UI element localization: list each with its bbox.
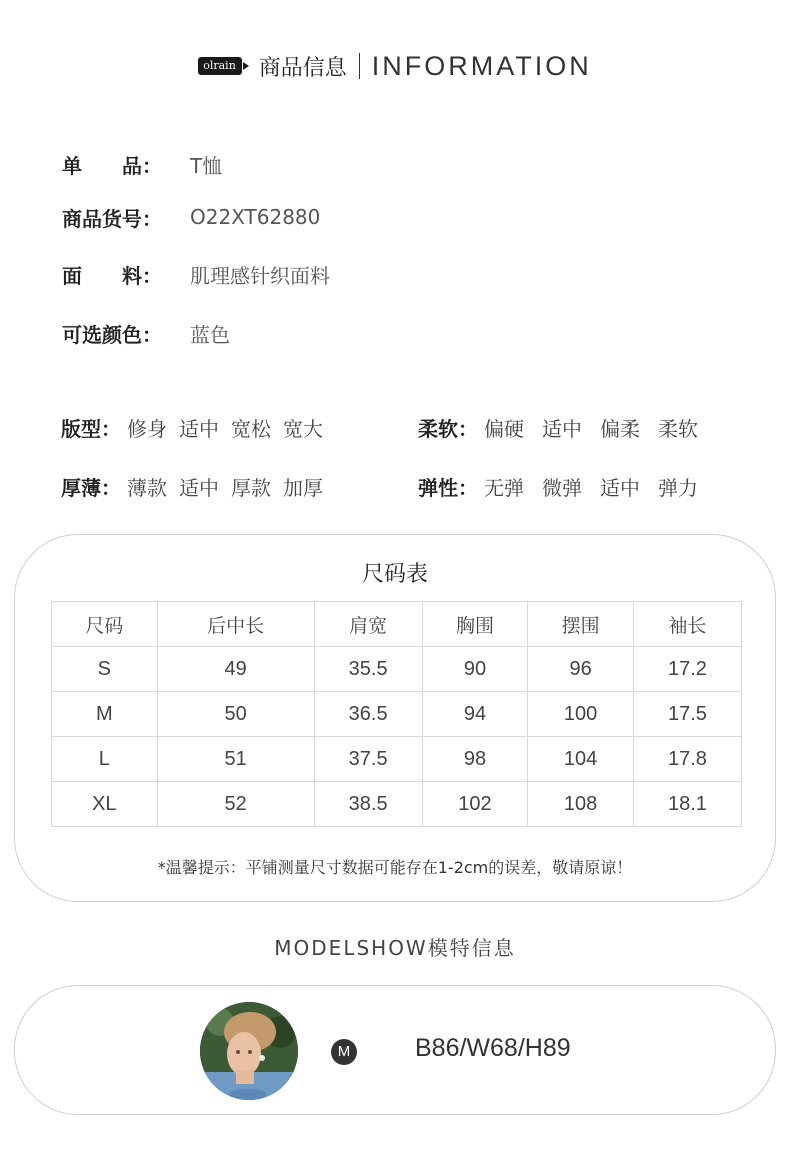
fit-option: 修身 (127, 416, 167, 441)
section-title-en: INFORMATION (371, 50, 592, 81)
attr-softness (418, 409, 716, 445)
model-section-title: MODELSHOW模特信息 (274, 936, 516, 960)
softness-option: 偏硬 (484, 416, 524, 441)
table-header-cell: 肩宽 (314, 602, 422, 647)
table-cell: 49 (157, 647, 314, 692)
table-cell: 37.5 (314, 737, 422, 782)
table-cell: S (52, 647, 158, 692)
table-cell: XL (52, 782, 158, 827)
fabric-label-b: 料： (122, 263, 162, 288)
table-cell: 104 (528, 737, 634, 782)
elasticity-option: 弹力 (658, 475, 698, 500)
play-arrow-icon (243, 62, 249, 70)
fabric-label (62, 260, 162, 289)
elasticity-option-selected: 适中 (600, 472, 640, 501)
softness-option: 柔软 (658, 416, 698, 441)
fit-option-selected: 适中 (179, 413, 219, 442)
model-size-badge: M (331, 1039, 357, 1065)
elasticity-option: 无弹 (484, 475, 524, 500)
table-cell: L (52, 737, 158, 782)
fit-label: 版型： (61, 416, 121, 441)
info-row-fabric (62, 259, 330, 289)
table-header-cell: 后中长 (157, 602, 314, 647)
softness-label: 柔软： (418, 416, 478, 441)
fabric-label-a: 面 (62, 263, 82, 288)
elasticity-option: 微弹 (542, 475, 582, 500)
fabric-value: 肌理感针织面料 (190, 263, 330, 288)
table-cell: 96 (528, 647, 634, 692)
table-cell: 51 (157, 737, 314, 782)
table-header-cell: 袖长 (633, 602, 741, 647)
table-header-row (52, 602, 742, 647)
title-divider (359, 53, 360, 79)
brand-logo-text: olrain (198, 57, 242, 75)
table-cell: 100 (528, 692, 634, 737)
thickness-option: 加厚 (283, 475, 323, 500)
product-label (62, 150, 162, 179)
table-cell: 98 (422, 737, 528, 782)
model-avatar (200, 1002, 298, 1100)
table-row (52, 647, 742, 692)
thickness-option-selected: 适中 (179, 472, 219, 501)
table-cell: 17.2 (633, 647, 741, 692)
measurement-note: *温馨提示：平铺测量尺寸数据可能存在1-2cm的误差，敬请原谅！ (157, 858, 633, 877)
softness-option-selected: 适中 (542, 413, 582, 442)
table-row (52, 692, 742, 737)
product-value: T恤 (190, 153, 223, 178)
size-chart-card (14, 534, 776, 902)
table-cell: 50 (157, 692, 314, 737)
table-cell: 17.5 (633, 692, 741, 737)
size-chart-table (51, 601, 742, 827)
attr-elasticity (418, 468, 716, 504)
table-cell: 36.5 (314, 692, 422, 737)
sku-value: O22XT62880 (190, 205, 321, 229)
section-title-cn: 商品信息 (258, 55, 347, 81)
product-label-b: 品： (122, 153, 162, 178)
table-cell: 17.8 (633, 737, 741, 782)
table-row (52, 737, 742, 782)
attr-fit (61, 409, 335, 445)
elasticity-label: 弹性： (418, 475, 478, 500)
model-portrait-image (200, 1002, 298, 1100)
section-header (0, 48, 790, 84)
fit-option: 宽大 (283, 416, 323, 441)
thickness-label: 厚薄： (61, 475, 121, 500)
table-cell: 35.5 (314, 647, 422, 692)
color-label: 可选颜色： (62, 322, 162, 347)
table-cell: M (52, 692, 158, 737)
softness-option: 偏柔 (600, 416, 640, 441)
thickness-option: 薄款 (127, 475, 167, 500)
table-cell: 90 (422, 647, 528, 692)
table-cell: 94 (422, 692, 528, 737)
fit-option: 宽松 (231, 416, 271, 441)
info-row-product (62, 149, 222, 179)
table-header-cell: 尺码 (52, 602, 158, 647)
color-value: 蓝色 (190, 322, 230, 347)
info-row-color (62, 318, 230, 348)
model-measurements: B86/W68/H89 (415, 1034, 571, 1062)
attr-thickness (61, 468, 335, 504)
table-cell: 108 (528, 782, 634, 827)
table-cell: 38.5 (314, 782, 422, 827)
thickness-option: 厚款 (231, 475, 271, 500)
product-label-a: 单 (62, 153, 82, 178)
table-cell: 102 (422, 782, 528, 827)
table-cell: 52 (157, 782, 314, 827)
table-header-cell: 胸围 (422, 602, 528, 647)
brand-logo (198, 57, 249, 75)
table-header-cell: 摆围 (528, 602, 634, 647)
info-row-sku (62, 202, 320, 232)
model-card (14, 985, 776, 1115)
size-chart-title: 尺码表 (361, 562, 428, 587)
table-row (52, 782, 742, 827)
table-cell: 18.1 (633, 782, 741, 827)
sku-label: 商品货号： (62, 206, 162, 231)
